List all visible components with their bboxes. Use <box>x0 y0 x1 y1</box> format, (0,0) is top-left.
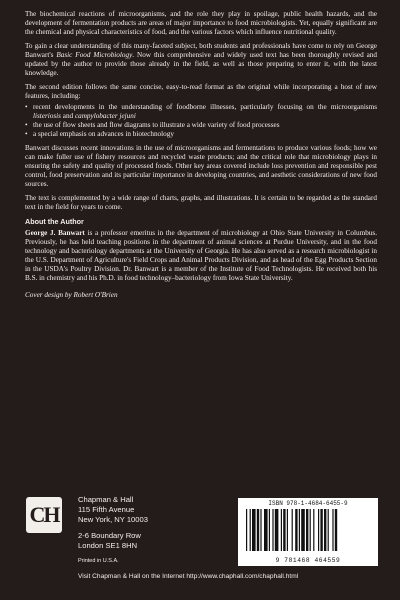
book-title: Basic Food Microbiology <box>56 51 133 59</box>
isbn-barcode <box>238 498 378 566</box>
organism-name: campylobacter jejuni <box>74 112 136 120</box>
logo-monogram: CH <box>29 502 59 527</box>
publisher-address <box>78 495 148 551</box>
barcode-bar <box>272 509 273 551</box>
barcode-bar <box>299 509 300 551</box>
address-line: 2-6 Boundary Row <box>78 531 141 540</box>
paragraph-intro: The biochemical reactions of microorganisms, and the role they play in spoilage, public health hazards, and the development of fermentation products are areas of major importance to food microbiologists. Yet, equally significant are the chemical and physical characteristics of food, and the various factors which influence nutritional quality. <box>25 10 377 36</box>
barcode-bar <box>295 509 297 551</box>
barcode-bar <box>320 509 322 551</box>
barcode-bar <box>250 509 251 551</box>
barcode-digits: 9 781468 464559 <box>275 557 341 564</box>
barcode-bars <box>246 509 370 551</box>
barcode-bar <box>332 509 333 551</box>
barcode-bar <box>257 509 259 551</box>
barcode-bar <box>310 509 311 551</box>
paragraph-understanding-text-2: . Now this comprehensive and widely used text has been thoroughly revised and updated by the author to provide those already in the field, as well as those preparing to enter it, with the latest knowledge. <box>25 51 377 77</box>
publisher-name: Chapman & Hall <box>78 495 134 504</box>
paragraph-complement: The text is complemented by a wide range of charts, graphs, and illustrations. It is certain to be regarded as the standard text in the field for years to come. <box>25 194 377 211</box>
paragraph-understanding-text: To gain a clear understanding of this many-faceted subject, both students and professionals have come to rely on George Banwart's <box>25 42 377 59</box>
barcode-bar <box>281 509 282 551</box>
barcode-bar <box>287 509 288 551</box>
isbn-text: ISBN 978-1-4684-6455-9 <box>268 500 348 507</box>
barcode-bar <box>335 509 337 551</box>
features-list <box>25 103 377 139</box>
barcode-bar <box>260 509 261 551</box>
barcode-bar <box>328 509 329 551</box>
feature-item: • the use of flow sheets and flow diagrams to illustrate a wide variety of food processes <box>25 121 377 130</box>
address-line: New York, NY 10003 <box>78 515 148 524</box>
printed-in: Printed in U.S.A. <box>78 558 119 564</box>
barcode-bar <box>324 509 326 551</box>
barcode-bar <box>246 509 247 551</box>
author-bio-text: is a professor emeritus in the department of microbiology at Ohio State University in Columbus. Previously, he has held teaching positions in the department of animal sciences at Purdue University, and in the food technology and bacteriology departments at the University of Georgia. He has also served as a research microbiologist in the U.S. Department of Agriculture's Field Crops and Animal Products Division, and as head of the Egg Products Section in the USDA's Poultry Division. Dr. Banwart is a member of the Institute of Food Technologists. He received both his B.S. in chemistry and his Ph.D. in food technology–bacteriology from Iowa State University. <box>25 229 377 282</box>
paragraph-understanding <box>25 42 377 78</box>
organism-name: listeriosis <box>33 112 61 120</box>
barcode-bar <box>301 509 305 551</box>
website-line: Visit Chapman & Hall on the Internet http://www.chaphall.com/chaphall.html <box>78 573 299 580</box>
about-author-heading: About the Author <box>25 217 84 226</box>
cover-credit: Cover design by Robert O'Brien <box>25 291 118 299</box>
address-line: London SE1 8HN <box>78 541 138 550</box>
barcode-bar <box>292 509 293 551</box>
barcode-bar <box>264 509 268 551</box>
address-line: 115 Fifth Avenue <box>78 505 135 514</box>
barcode-bar <box>313 509 314 551</box>
paragraph-innovations: Banwart discusses recent innovations in the use of microorganisms and fermentations to produce various foods; how we can make fuller use of fishery resources and recycled waste products; and the critical role that microbiology plays in ensuring the safety and quality of processed foods. Other key areas covered include loss prevention and responsible pest control, food preservation and its particular importance in developing countries, and aesthetic considerations of new food sources. <box>25 144 377 188</box>
paragraph-second-edition: The second edition follows the same concise, easy-to-read format as the original while incorporating a host of new features, including: <box>25 83 377 100</box>
feature-item <box>25 103 377 121</box>
barcode-bar <box>283 509 285 551</box>
feature-text: recent developments in the understanding of foodborne illnesses, particularly focusing on the microorganisms <box>33 103 377 111</box>
barcode-bar <box>306 509 308 551</box>
author-bio <box>25 229 377 283</box>
barcode-bar <box>318 509 319 551</box>
feature-item: • a special emphasis on advances in biotechnology <box>25 130 377 139</box>
barcode-bar <box>269 509 270 551</box>
barcode-bar <box>252 509 256 551</box>
publisher-logo <box>26 497 62 533</box>
back-cover-text <box>25 10 377 305</box>
author-name: George J. Banwart <box>25 229 85 237</box>
conjunction: and <box>60 112 75 120</box>
barcode-bar <box>275 509 279 551</box>
